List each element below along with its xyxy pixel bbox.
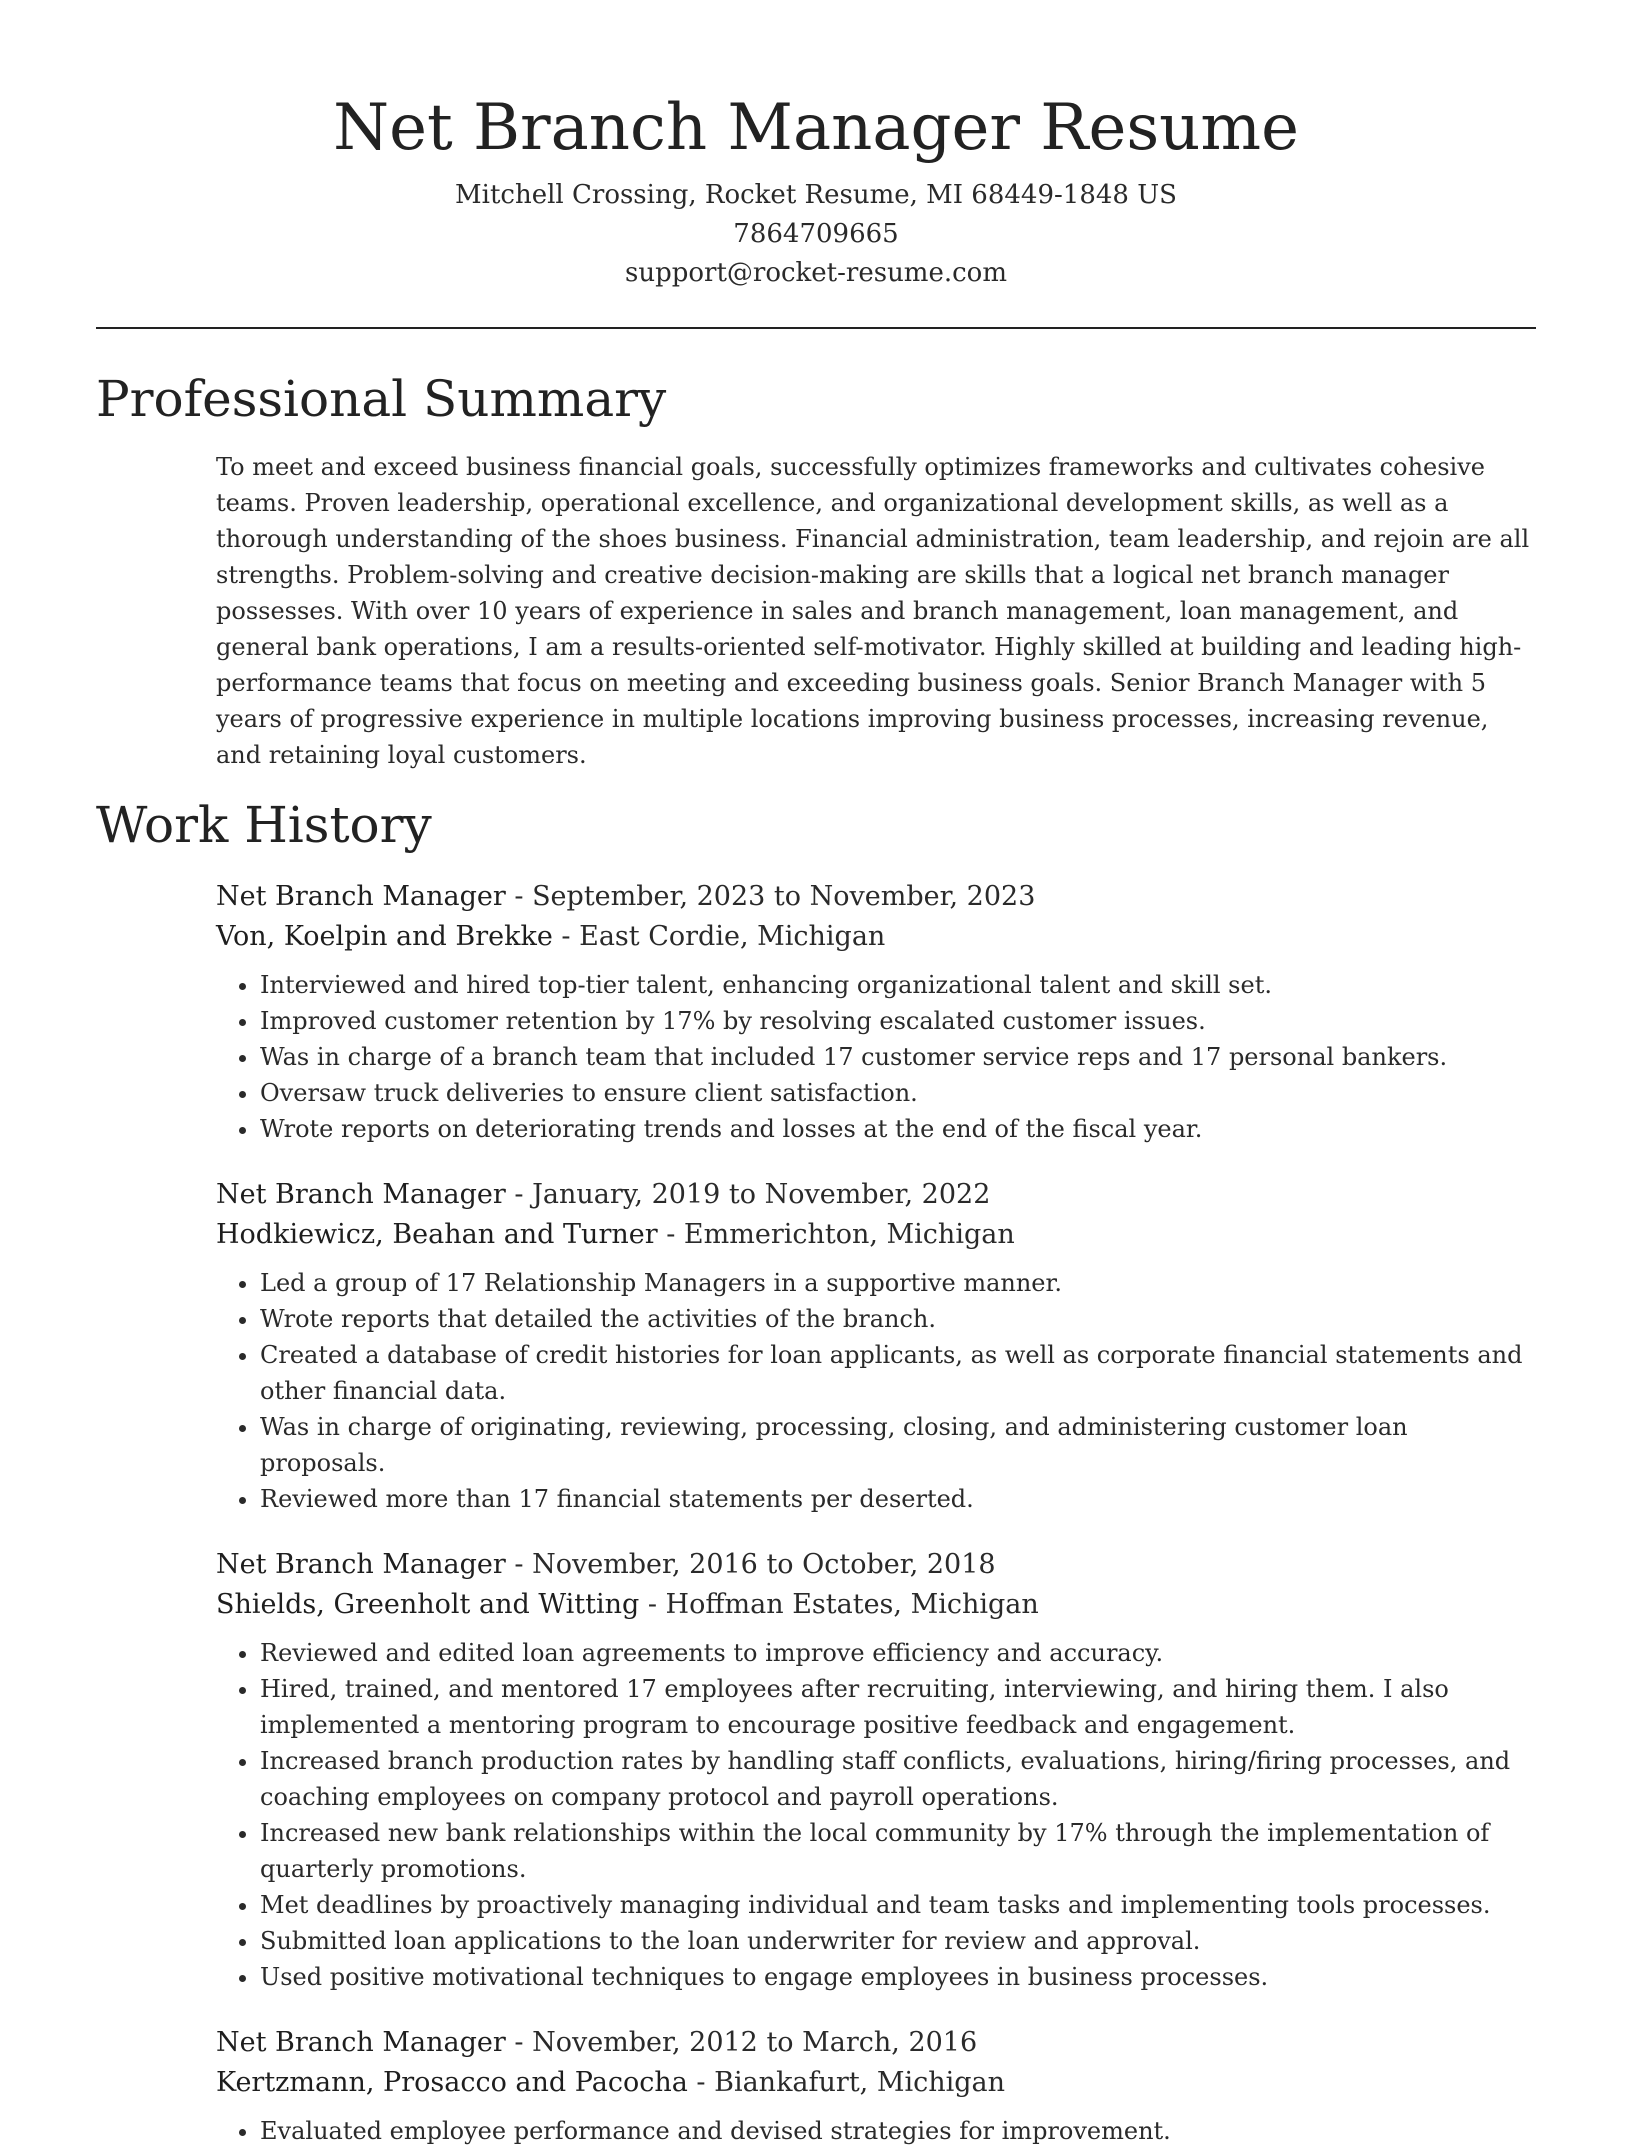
job-separator: - xyxy=(639,1589,666,1620)
job-company-line xyxy=(216,2063,1536,2103)
job-company: Kertzmann, Prosacco and Pacocha xyxy=(216,2067,688,2098)
contact-phone: 7864709665 xyxy=(733,219,899,249)
job-dates: January, 2019 to November, 2022 xyxy=(532,1179,991,1210)
job-title: Net Branch Manager xyxy=(216,1549,506,1580)
job-title: Net Branch Manager xyxy=(216,1179,506,1210)
job-dates: September, 2023 to November, 2023 xyxy=(532,881,1036,912)
contact-address: Mitchell Crossing, Rocket Resume, MI 68449-1848 US xyxy=(455,180,1177,210)
list-item: • Wrote reports on deteriorating trends and losses at the end of the fiscal year. xyxy=(260,1111,1536,1147)
job-entry xyxy=(216,877,1536,1175)
job-separator: - xyxy=(505,1179,533,1210)
list-item: • Evaluated employee performance and devised strategies for improvement. xyxy=(260,2113,1536,2149)
job-spacer xyxy=(216,1995,1536,2023)
list-item: • Wrote reports that detailed the activities of the branch. xyxy=(260,1301,1536,1337)
job-company-line xyxy=(216,1585,1536,1625)
job-title-line xyxy=(216,1175,1536,1215)
list-item: • Improved customer retention by 17% by resolving escalated customer issues. xyxy=(260,1003,1536,1039)
job-location: Biankafurt, Michigan xyxy=(714,2067,1006,2098)
list-item: • Increased branch production rates by handling staff conflicts, evaluations, hiring/firing processes, and coaching employees on company protocol and payroll operations. xyxy=(260,1743,1536,1815)
contact-email: support@rocket-resume.com xyxy=(624,258,1007,288)
list-item: • Reviewed more than 17 financial statements per deserted. xyxy=(260,1481,1536,1517)
job-title-line xyxy=(216,2023,1536,2063)
list-item: • Used positive motivational techniques to engage employees in business processes. xyxy=(260,1959,1536,1995)
summary-heading: Professional Summary xyxy=(96,370,667,428)
list-item: • Reviewed and edited loan agreements to improve efficiency and accuracy. xyxy=(260,1635,1536,1671)
job-entry xyxy=(216,1545,1536,2023)
job-entry xyxy=(216,2023,1536,2149)
job-dates: November, 2016 to October, 2018 xyxy=(532,1549,996,1580)
job-separator: - xyxy=(505,2027,533,2058)
jobs-list xyxy=(96,877,1536,2149)
header-divider xyxy=(96,327,1536,329)
job-separator: - xyxy=(552,921,580,952)
list-item: • Hired, trained, and mentored 17 employees after recruiting, interviewing, and hiring them. I also implemented a mentoring program to encourage positive feedback and engagement. xyxy=(260,1671,1536,1743)
job-company-line xyxy=(216,917,1536,957)
job-company-line xyxy=(216,1215,1536,1255)
job-spacer xyxy=(216,1147,1536,1175)
list-item: • Led a group of 17 Relationship Managers in a supportive manner. xyxy=(260,1265,1536,1301)
job-separator: - xyxy=(657,1219,684,1250)
list-item: • Was in charge of a branch team that included 17 customer service reps and 17 personal bankers. xyxy=(260,1039,1536,1075)
job-separator: - xyxy=(505,1549,533,1580)
list-item: • Increased new bank relationships within the local community by 17% through the implementation of quarterly promotions. xyxy=(260,1815,1536,1887)
job-company: Hodkiewicz, Beahan and Turner xyxy=(216,1219,658,1250)
job-location: Hoffman Estates, Michigan xyxy=(665,1589,1039,1620)
job-bullets xyxy=(216,1265,1536,1517)
list-item: • Interviewed and hired top-tier talent, enhancing organizational talent and skill set. xyxy=(260,967,1536,1003)
resume-title: Net Branch Manager Resume xyxy=(333,91,1299,165)
job-title: Net Branch Manager xyxy=(216,2027,506,2058)
job-company: Shields, Greenholt and Witting xyxy=(216,1589,640,1620)
job-location: East Cordie, Michigan xyxy=(579,921,886,952)
job-company: Von, Koelpin and Brekke xyxy=(216,921,553,952)
summary-text: To meet and exceed business financial goals, successfully optimizes frameworks and cultivates cohesive teams. Proven leadership, operational excellence, and organizational development skills, as well as a thorough understanding of the shoes business. Financial administration, team leadership, and rejoin are all strengths. Problem-solving and creative decision-making are skills that a logical net branch manager possesses. With over 10 years of experience in sales and branch management, loan management, and general bank operations, I am a results-oriented self-motivator. Highly skilled at building and leading high-performance teams that focus on meeting and exceeding business goals. Senior Branch Manager with 5 years of progressive experience in multiple locations improving business processes, increasing revenue, and retaining loyal customers. xyxy=(216,453,1530,769)
list-item: • Was in charge of originating, reviewing, processing, closing, and administering customer loan proposals. xyxy=(260,1409,1536,1481)
work-history-heading: Work History xyxy=(96,796,432,854)
list-item: • Oversaw truck deliveries to ensure client satisfaction. xyxy=(260,1075,1536,1111)
job-dates: November, 2012 to March, 2016 xyxy=(532,2027,978,2058)
job-bullets xyxy=(216,1635,1536,1995)
job-title: Net Branch Manager xyxy=(216,881,506,912)
job-bullets xyxy=(216,2113,1536,2149)
job-entry xyxy=(216,1175,1536,1545)
job-location: Emmerichton, Michigan xyxy=(683,1219,1015,1250)
job-title-line xyxy=(216,1545,1536,1585)
job-title-line xyxy=(216,877,1536,917)
list-item: • Created a database of credit histories for loan applicants, as well as corporate financial statements and other financial data. xyxy=(260,1337,1536,1409)
job-spacer xyxy=(216,1517,1536,1545)
resume-page xyxy=(96,0,1536,2149)
job-separator: - xyxy=(505,881,533,912)
list-item: • Submitted loan applications to the loan underwriter for review and approval. xyxy=(260,1923,1536,1959)
job-bullets xyxy=(216,967,1536,1147)
contact-block xyxy=(96,176,1536,293)
list-item: • Met deadlines by proactively managing individual and team tasks and implementing tools processes. xyxy=(260,1887,1536,1923)
job-separator: - xyxy=(687,2067,715,2098)
